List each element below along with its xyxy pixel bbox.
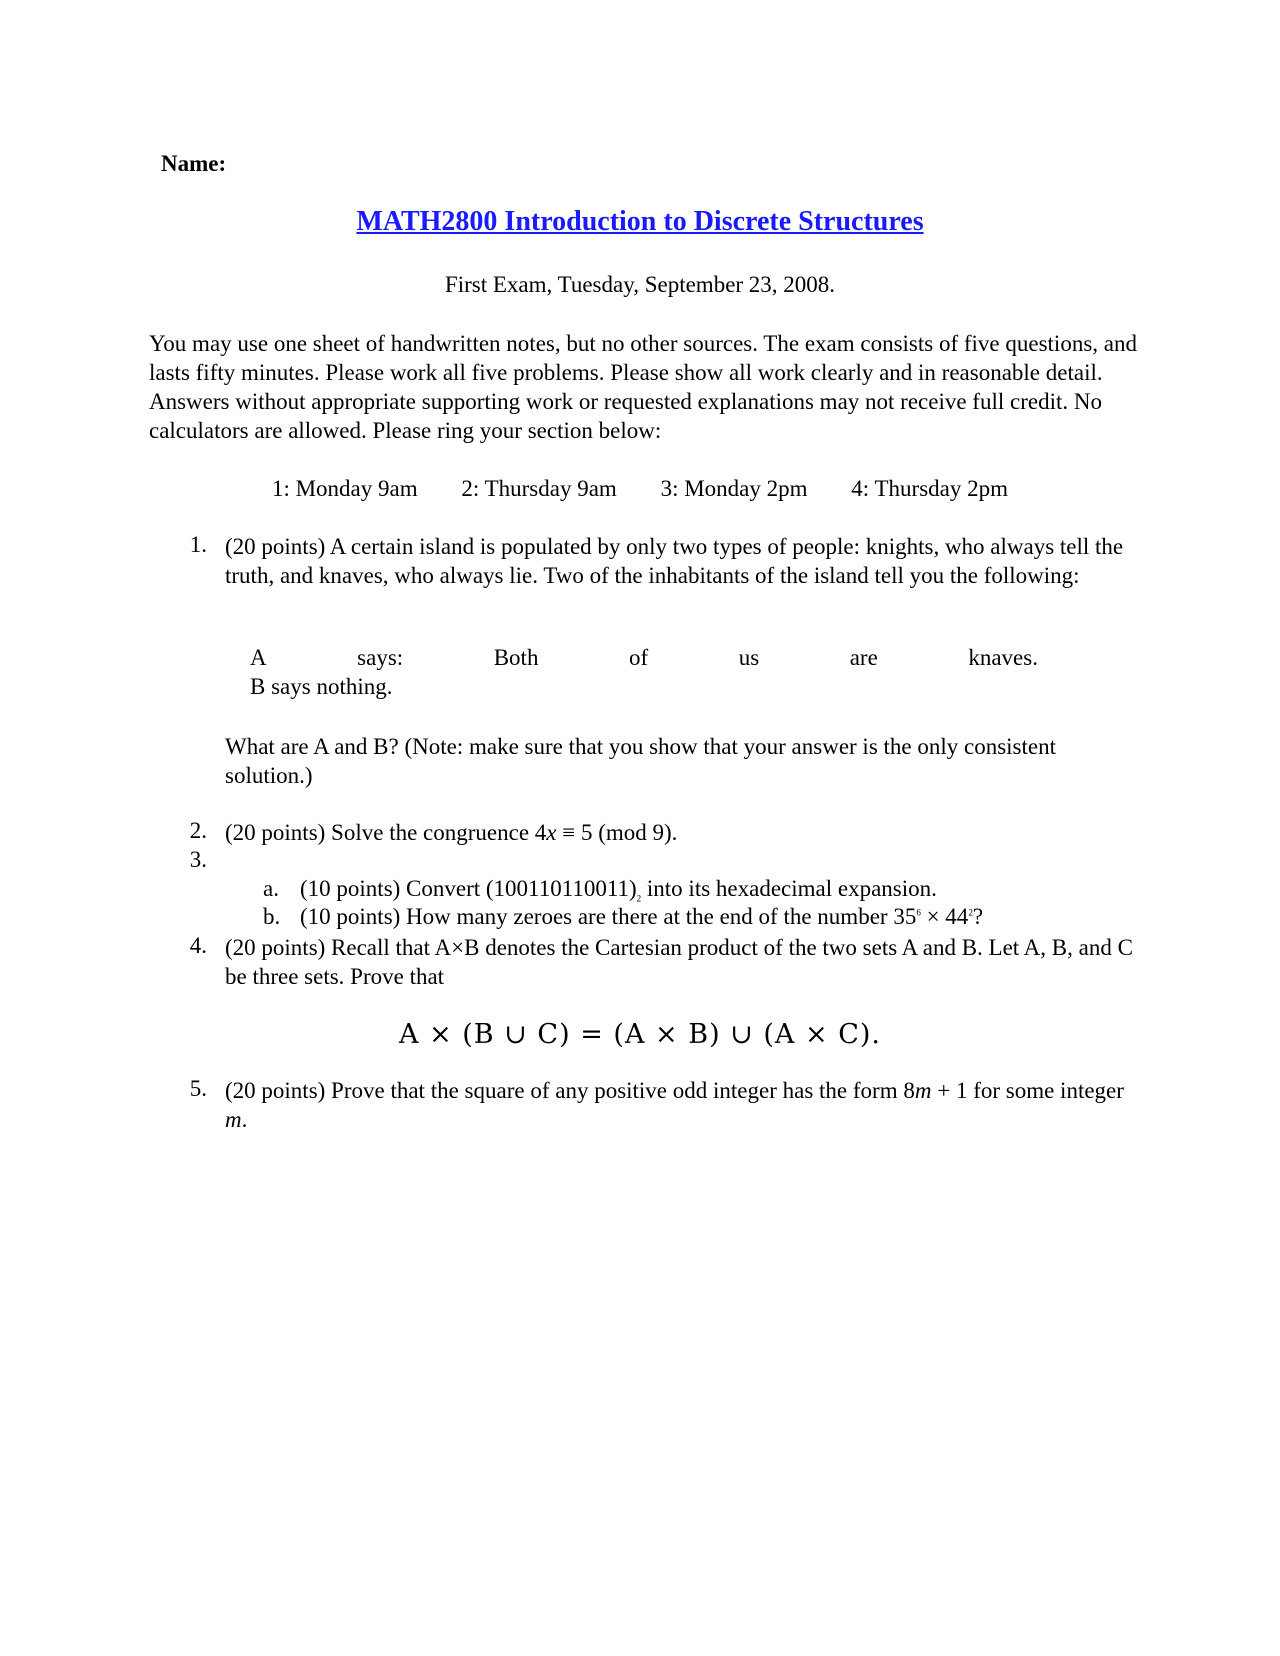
question-5-text: (20 points) Prove that the square of any positive odd integer has the form 8m + 1 for some integer m. bbox=[225, 1078, 1124, 1132]
quote-word: Both bbox=[493, 645, 539, 670]
section-option: 2: Thursday 9am bbox=[461, 476, 617, 501]
section-options bbox=[0, 476, 1280, 502]
subquestion-letter: a. bbox=[263, 876, 279, 901]
quote-word: says: bbox=[357, 645, 404, 670]
quote-a-line bbox=[250, 645, 1038, 671]
question-1-text: (20 points) A certain island is populated by only two types of people: knights, who always tell the truth, and knaves, who always lie. Two of the inhabitants of the island tell you the following: bbox=[225, 534, 1124, 588]
question-number: 2. bbox=[189, 818, 207, 843]
section-option: 3: Monday 2pm bbox=[660, 476, 808, 501]
quote-word: are bbox=[849, 645, 878, 670]
subquestion-letter: b. bbox=[263, 904, 281, 929]
exam-subtitle: First Exam, Tuesday, September 23, 2008. bbox=[444, 272, 836, 297]
question-3b-text: (10 points) How many zeroes are there at the end of the number $35^6 \times 44^2$? bbox=[300, 904, 984, 929]
course-title[interactable]: MATH2800 Introduction to Discrete Structures bbox=[356, 206, 924, 237]
quote-word: knaves. bbox=[968, 645, 1038, 670]
quote-word: us bbox=[738, 645, 760, 670]
question-number: 4. bbox=[189, 933, 207, 958]
question-4-text: (20 points) Recall that A×B denotes the Cartesian product of the two sets A and B. Let A, B, and C be three sets. Prove that bbox=[225, 935, 1133, 989]
section-option: 1: Monday 9am bbox=[271, 476, 418, 501]
quote-word: of bbox=[629, 645, 649, 670]
instructions-paragraph: You may use one sheet of handwritten notes, but no other sources. The exam consists of five questions, and lasts fifty minutes. Please work all five problems. Please show all work clearly and in reasonable detail. Answers without appropriate supporting work or requested explanations may not receive full credit. No calculators are allowed. Please ring your section below: bbox=[149, 331, 1137, 443]
quote-word: A bbox=[250, 645, 267, 670]
question-number: 3. bbox=[189, 847, 207, 872]
question-number: 5. bbox=[189, 1076, 207, 1101]
name-label: Name: bbox=[161, 151, 227, 176]
question-1-prompt: What are A and B? (Note: make sure that you show that your answer is the only consistent solution.) bbox=[225, 734, 1056, 788]
cartesian-formula: A × (B ∪ C) = (A × B) ∪ (A × C). bbox=[398, 1019, 881, 1050]
question-3a-text: (10 points) Convert $(100110110011)_2$ into its hexadecimal expansion. bbox=[300, 876, 937, 904]
quote-b-line: B says nothing. bbox=[250, 674, 393, 699]
question-2-text: (20 points) Solve the congruence 4x ≡ 5 (mod 9). bbox=[225, 820, 678, 845]
question-number: 1. bbox=[189, 532, 207, 557]
section-option: 4: Thursday 2pm bbox=[851, 476, 1009, 501]
